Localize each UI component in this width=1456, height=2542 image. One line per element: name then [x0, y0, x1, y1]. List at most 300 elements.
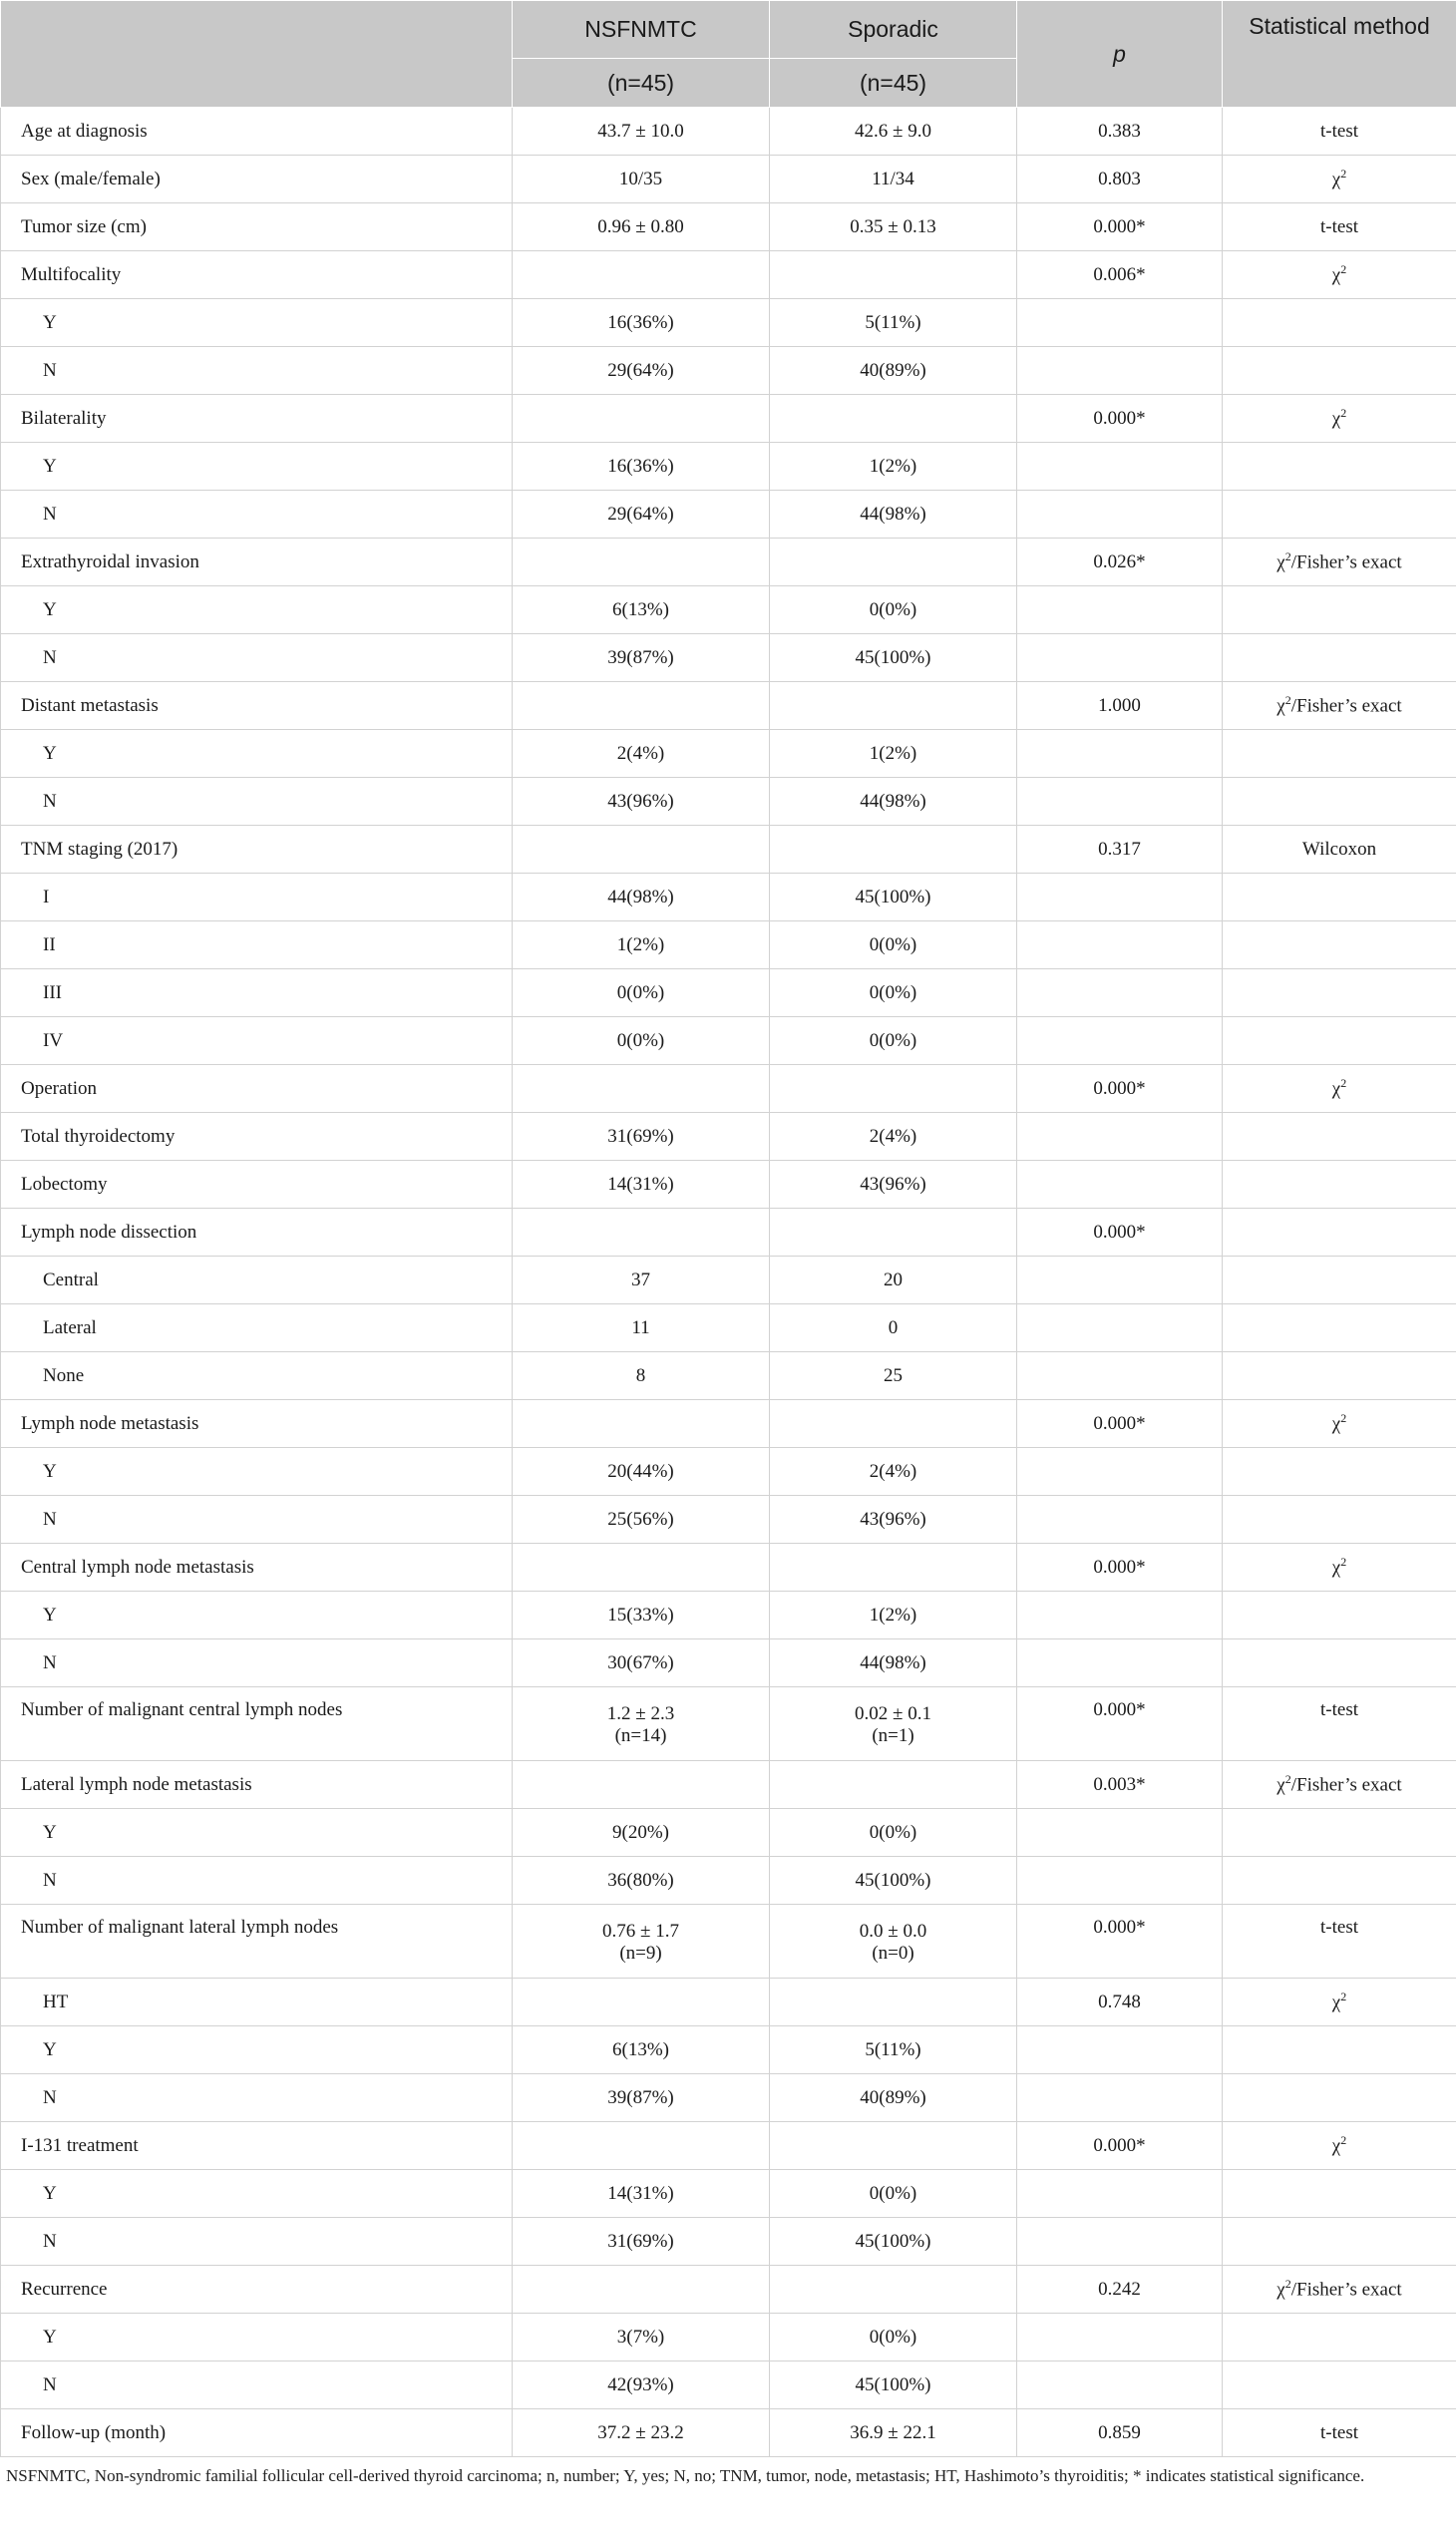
cell-sporadic: 2(4%)	[770, 1113, 1017, 1161]
row-label: Y	[1, 1592, 513, 1639]
row-label: N	[1, 1496, 513, 1544]
row-label: Lobectomy	[1, 1161, 513, 1209]
row-label: Bilaterality	[1, 395, 513, 443]
cell-method	[1223, 2361, 1456, 2409]
cell-nsfnmtc: 14(31%)	[513, 1161, 770, 1209]
row-label: Age at diagnosis	[1, 108, 513, 156]
cell-method	[1223, 969, 1456, 1017]
header-nsfnmtc: NSFNMTC	[513, 1, 770, 59]
row-label: Number of malignant central lymph nodes	[1, 1687, 513, 1761]
cell-method: $\chi^2$	[1223, 156, 1456, 203]
row-label: Lateral lymph node metastasis	[1, 1761, 513, 1809]
cell-method	[1223, 730, 1456, 778]
cell-p-value	[1017, 1592, 1223, 1639]
cell-p-value	[1017, 1304, 1223, 1352]
row-label: N	[1, 2218, 513, 2266]
table-row	[1, 1905, 1456, 1979]
cell-sporadic: 44(98%)	[770, 1639, 1017, 1687]
cell-p-value: 0.003*	[1017, 1761, 1223, 1809]
cell-nsfnmtc: 29(64%)	[513, 491, 770, 539]
cell-p-value: 0.000*	[1017, 1687, 1223, 1761]
cell-p-value	[1017, 2074, 1223, 2122]
table-row	[1, 1761, 1456, 1809]
cell-p-value	[1017, 443, 1223, 491]
cell-nsfnmtc: 0(0%)	[513, 969, 770, 1017]
cell-sporadic: 25	[770, 1352, 1017, 1400]
cell-nsfnmtc: 43(96%)	[513, 778, 770, 826]
cell-value: 0.02 ± 0.1	[855, 1702, 931, 1724]
table-row	[1, 969, 1456, 1017]
cell-p-value: 0.000*	[1017, 203, 1223, 251]
cell-nsfnmtc: 0.96 ± 0.80	[513, 203, 770, 251]
row-label: II	[1, 921, 513, 969]
table-row	[1, 1400, 1456, 1448]
cell-nsfnmtc	[513, 251, 770, 299]
row-label: Distant metastasis	[1, 682, 513, 730]
cell-method: $\chi^2$	[1223, 251, 1456, 299]
row-label: TNM staging (2017)	[1, 826, 513, 874]
cell-method	[1223, 2218, 1456, 2266]
cell-nsfnmtc: 30(67%)	[513, 1639, 770, 1687]
table-row	[1, 539, 1456, 586]
cell-count: (n=9)	[619, 1942, 662, 1964]
cell-method	[1223, 347, 1456, 395]
row-label: N	[1, 347, 513, 395]
cell-p-value: 0.748	[1017, 1979, 1223, 2026]
cell-method	[1223, 1113, 1456, 1161]
cell-sporadic: 43(96%)	[770, 1496, 1017, 1544]
cell-sporadic: 0(0%)	[770, 2314, 1017, 2361]
header-p-value: p	[1017, 1, 1223, 108]
row-label: N	[1, 1639, 513, 1687]
cell-p-value	[1017, 1809, 1223, 1857]
table-row	[1, 203, 1456, 251]
row-label: Y	[1, 2170, 513, 2218]
cell-sporadic	[770, 251, 1017, 299]
table-row	[1, 1304, 1456, 1352]
row-label: Y	[1, 730, 513, 778]
cell-method	[1223, 921, 1456, 969]
cell-nsfnmtc: 6(13%)	[513, 586, 770, 634]
table-row	[1, 1448, 1456, 1496]
cell-p-value: 0.803	[1017, 156, 1223, 203]
cell-sporadic: 20	[770, 1257, 1017, 1304]
table-row	[1, 2409, 1456, 2457]
cell-nsfnmtc: 8	[513, 1352, 770, 1400]
cell-sporadic: 5(11%)	[770, 299, 1017, 347]
table-row	[1, 1687, 1456, 1761]
table-row	[1, 251, 1456, 299]
cell-p-value: 0.317	[1017, 826, 1223, 874]
cell-nsfnmtc: 6(13%)	[513, 2026, 770, 2074]
cell-sporadic: 45(100%)	[770, 634, 1017, 682]
table-row	[1, 299, 1456, 347]
cell-method: t-test	[1223, 203, 1456, 251]
cell-sporadic: 0.35 ± 0.13	[770, 203, 1017, 251]
cell-p-value: 0.383	[1017, 108, 1223, 156]
cell-p-value: 0.000*	[1017, 395, 1223, 443]
row-label: I	[1, 874, 513, 921]
header-variable	[1, 1, 513, 108]
row-label: IV	[1, 1017, 513, 1065]
cell-sporadic: 0(0%)	[770, 921, 1017, 969]
cell-sporadic: 40(89%)	[770, 347, 1017, 395]
cell-method: $\chi^2/Fisher’s$ exact	[1223, 682, 1456, 730]
cell-p-value: 1.000	[1017, 682, 1223, 730]
row-label: III	[1, 969, 513, 1017]
cell-sporadic: 11/34	[770, 156, 1017, 203]
cell-p-value: 0.859	[1017, 2409, 1223, 2457]
cell-nsfnmtc: 36(80%)	[513, 1857, 770, 1905]
cell-sporadic	[770, 1687, 1017, 1761]
cell-method	[1223, 2314, 1456, 2361]
row-label: Lymph node metastasis	[1, 1400, 513, 1448]
cell-method	[1223, 2026, 1456, 2074]
cell-p-value: 0.242	[1017, 2266, 1223, 2314]
cell-sporadic: 0(0%)	[770, 2170, 1017, 2218]
cell-method	[1223, 1857, 1456, 1905]
row-label: Y	[1, 299, 513, 347]
cell-nsfnmtc: 16(36%)	[513, 299, 770, 347]
cell-sporadic	[770, 826, 1017, 874]
table-row	[1, 1809, 1456, 1857]
row-label: Y	[1, 2026, 513, 2074]
cell-p-value	[1017, 2361, 1223, 2409]
cell-nsfnmtc: 15(33%)	[513, 1592, 770, 1639]
cell-nsfnmtc: 31(69%)	[513, 2218, 770, 2266]
cell-nsfnmtc: 3(7%)	[513, 2314, 770, 2361]
cell-nsfnmtc: 10/35	[513, 156, 770, 203]
table-header	[1, 1, 1456, 108]
table-row	[1, 443, 1456, 491]
cell-nsfnmtc: 1(2%)	[513, 921, 770, 969]
row-label: None	[1, 1352, 513, 1400]
cell-sporadic	[770, 2266, 1017, 2314]
cell-method	[1223, 443, 1456, 491]
row-label: Y	[1, 443, 513, 491]
cell-sporadic: 40(89%)	[770, 2074, 1017, 2122]
table-row	[1, 2218, 1456, 2266]
cell-p-value	[1017, 1496, 1223, 1544]
row-label: I-131 treatment	[1, 2122, 513, 2170]
cell-p-value	[1017, 299, 1223, 347]
cell-sporadic: 0(0%)	[770, 969, 1017, 1017]
cell-sporadic: 0(0%)	[770, 1017, 1017, 1065]
row-label: N	[1, 634, 513, 682]
table-row	[1, 2170, 1456, 2218]
cell-nsfnmtc: 31(69%)	[513, 1113, 770, 1161]
cell-p-value	[1017, 1448, 1223, 1496]
cell-method: $\chi^2$	[1223, 395, 1456, 443]
table-row	[1, 2026, 1456, 2074]
table-row	[1, 2074, 1456, 2122]
table-row	[1, 1065, 1456, 1113]
cell-sporadic	[770, 395, 1017, 443]
row-label: Lymph node dissection	[1, 1209, 513, 1257]
cell-nsfnmtc: 39(87%)	[513, 634, 770, 682]
row-label: Sex (male/female)	[1, 156, 513, 203]
cell-p-value	[1017, 2026, 1223, 2074]
cell-p-value: 0.006*	[1017, 251, 1223, 299]
row-label: N	[1, 2074, 513, 2122]
cell-sporadic: 45(100%)	[770, 2218, 1017, 2266]
cell-nsfnmtc: 11	[513, 1304, 770, 1352]
row-label: Y	[1, 1809, 513, 1857]
cell-p-value: 0.000*	[1017, 1209, 1223, 1257]
cell-p-value	[1017, 586, 1223, 634]
table-row	[1, 778, 1456, 826]
cell-p-value: 0.000*	[1017, 1905, 1223, 1979]
row-label: N	[1, 491, 513, 539]
cell-sporadic: 45(100%)	[770, 2361, 1017, 2409]
cell-method	[1223, 778, 1456, 826]
cell-p-value	[1017, 1857, 1223, 1905]
cell-p-value: 0.026*	[1017, 539, 1223, 586]
cell-p-value	[1017, 347, 1223, 395]
cell-sporadic: 44(98%)	[770, 491, 1017, 539]
cell-method: $\chi^2/Fisher’s$ exact	[1223, 2266, 1456, 2314]
cell-method	[1223, 1304, 1456, 1352]
table-row	[1, 1352, 1456, 1400]
cell-p-value: 0.000*	[1017, 2122, 1223, 2170]
cell-sporadic: 5(11%)	[770, 2026, 1017, 2074]
cell-method: $\chi^2/Fisher’s$ exact	[1223, 539, 1456, 586]
table-row	[1, 921, 1456, 969]
row-label: Number of malignant lateral lymph nodes	[1, 1905, 513, 1979]
cell-method	[1223, 1352, 1456, 1400]
cell-p-value: 0.000*	[1017, 1544, 1223, 1592]
cell-sporadic	[770, 682, 1017, 730]
cell-sporadic: 45(100%)	[770, 1857, 1017, 1905]
table-row	[1, 108, 1456, 156]
cell-nsfnmtc: 16(36%)	[513, 443, 770, 491]
cell-nsfnmtc	[513, 1979, 770, 2026]
cell-method	[1223, 1209, 1456, 1257]
row-label: HT	[1, 1979, 513, 2026]
row-label: Total thyroidectomy	[1, 1113, 513, 1161]
cell-nsfnmtc: 44(98%)	[513, 874, 770, 921]
header-sporadic: Sporadic	[770, 1, 1017, 59]
table-row	[1, 2314, 1456, 2361]
cell-p-value	[1017, 1257, 1223, 1304]
cell-p-value	[1017, 634, 1223, 682]
cell-sporadic: 1(2%)	[770, 1592, 1017, 1639]
table-row	[1, 156, 1456, 203]
header-sporadic-n: (n=45)	[770, 59, 1017, 108]
row-label: Y	[1, 2314, 513, 2361]
cell-p-value	[1017, 874, 1223, 921]
cell-nsfnmtc: 37.2 ± 23.2	[513, 2409, 770, 2457]
cell-nsfnmtc: 43.7 ± 10.0	[513, 108, 770, 156]
cell-value: 0.0 ± 0.0	[859, 1920, 927, 1942]
cell-p-value	[1017, 969, 1223, 1017]
cell-sporadic	[770, 1979, 1017, 2026]
row-label: Tumor size (cm)	[1, 203, 513, 251]
row-label: N	[1, 1857, 513, 1905]
table-row	[1, 2122, 1456, 2170]
table-row	[1, 1544, 1456, 1592]
cell-method: Wilcoxon	[1223, 826, 1456, 874]
row-label: N	[1, 778, 513, 826]
cell-sporadic: 0(0%)	[770, 1809, 1017, 1857]
cell-p-value	[1017, 1352, 1223, 1400]
cell-method	[1223, 299, 1456, 347]
row-label: Central lymph node metastasis	[1, 1544, 513, 1592]
cell-nsfnmtc	[513, 1905, 770, 1979]
cell-method: $\chi^2$	[1223, 1065, 1456, 1113]
cell-nsfnmtc: 29(64%)	[513, 347, 770, 395]
cell-method: $\chi^2$	[1223, 2122, 1456, 2170]
cell-method	[1223, 1161, 1456, 1209]
table-row	[1, 1161, 1456, 1209]
cell-nsfnmtc: 39(87%)	[513, 2074, 770, 2122]
table-row	[1, 1639, 1456, 1687]
row-label: Y	[1, 586, 513, 634]
table-row	[1, 2361, 1456, 2409]
table-row	[1, 1592, 1456, 1639]
cell-sporadic: 45(100%)	[770, 874, 1017, 921]
table-row	[1, 730, 1456, 778]
cell-method	[1223, 874, 1456, 921]
row-label: Central	[1, 1257, 513, 1304]
cell-nsfnmtc	[513, 1209, 770, 1257]
cell-p-value	[1017, 2218, 1223, 2266]
cell-p-value	[1017, 491, 1223, 539]
cell-method	[1223, 1639, 1456, 1687]
cell-nsfnmtc	[513, 2122, 770, 2170]
cell-method	[1223, 1257, 1456, 1304]
cell-count: (n=1)	[872, 1724, 914, 1746]
cell-sporadic	[770, 1065, 1017, 1113]
cell-nsfnmtc	[513, 1687, 770, 1761]
table-footnote: NSFNMTC, Non-syndromic familial follicular cell-derived thyroid carcinoma; n, number; Y, yes; N, no; TNM, tumor, node, metastasis; HT, Hashimoto’s thyroiditis; * indicates statistical significance.	[6, 2466, 1365, 2485]
table-row	[1, 1209, 1456, 1257]
cell-value: 1.2 ± 2.3	[606, 1702, 675, 1724]
cell-p-value	[1017, 730, 1223, 778]
cell-sporadic	[770, 2122, 1017, 2170]
cell-nsfnmtc	[513, 826, 770, 874]
cell-method	[1223, 491, 1456, 539]
cell-p-value	[1017, 778, 1223, 826]
cell-sporadic	[770, 1761, 1017, 1809]
table-row	[1, 1017, 1456, 1065]
cell-nsfnmtc	[513, 395, 770, 443]
cell-nsfnmtc: 37	[513, 1257, 770, 1304]
row-label: Y	[1, 1448, 513, 1496]
cell-nsfnmtc	[513, 682, 770, 730]
cell-method	[1223, 1448, 1456, 1496]
cell-nsfnmtc: 25(56%)	[513, 1496, 770, 1544]
table-row	[1, 826, 1456, 874]
cell-sporadic: 0	[770, 1304, 1017, 1352]
header-nsfnmtc-n: (n=45)	[513, 59, 770, 108]
cell-method	[1223, 1017, 1456, 1065]
table-row	[1, 1857, 1456, 1905]
row-label: Lateral	[1, 1304, 513, 1352]
cell-nsfnmtc: 14(31%)	[513, 2170, 770, 2218]
cell-sporadic: 1(2%)	[770, 443, 1017, 491]
cell-sporadic: 1(2%)	[770, 730, 1017, 778]
cell-sporadic	[770, 1209, 1017, 1257]
cell-method: $\chi^2$	[1223, 1400, 1456, 1448]
row-label: Recurrence	[1, 2266, 513, 2314]
cell-method: t-test	[1223, 1687, 1456, 1761]
cell-method: t-test	[1223, 2409, 1456, 2457]
cell-sporadic	[770, 1544, 1017, 1592]
cell-sporadic	[770, 1905, 1017, 1979]
cell-p-value	[1017, 1017, 1223, 1065]
row-label: Extrathyroidal invasion	[1, 539, 513, 586]
cell-method	[1223, 1496, 1456, 1544]
cell-nsfnmtc	[513, 1761, 770, 1809]
cell-nsfnmtc: 9(20%)	[513, 1809, 770, 1857]
cell-nsfnmtc	[513, 539, 770, 586]
cell-method	[1223, 1809, 1456, 1857]
cell-nsfnmtc: 42(93%)	[513, 2361, 770, 2409]
table-body	[1, 108, 1456, 2457]
table-row	[1, 491, 1456, 539]
cell-count: (n=14)	[614, 1724, 667, 1746]
header-statistical-method: Statistical method	[1223, 1, 1456, 108]
cell-method: t-test	[1223, 1905, 1456, 1979]
table-row	[1, 395, 1456, 443]
row-label: Follow-up (month)	[1, 2409, 513, 2457]
row-label: Operation	[1, 1065, 513, 1113]
cell-sporadic: 2(4%)	[770, 1448, 1017, 1496]
cell-p-value	[1017, 1639, 1223, 1687]
table-row	[1, 1257, 1456, 1304]
cell-value: 0.76 ± 1.7	[602, 1920, 679, 1942]
cell-sporadic: 36.9 ± 22.1	[770, 2409, 1017, 2457]
row-label: Multifocality	[1, 251, 513, 299]
cell-method	[1223, 1592, 1456, 1639]
table-row	[1, 634, 1456, 682]
cell-p-value	[1017, 1113, 1223, 1161]
cell-method: $\chi^2$	[1223, 1544, 1456, 1592]
cell-nsfnmtc: 2(4%)	[513, 730, 770, 778]
table-row	[1, 1979, 1456, 2026]
cell-method	[1223, 2170, 1456, 2218]
cell-sporadic	[770, 1400, 1017, 1448]
cell-nsfnmtc: 20(44%)	[513, 1448, 770, 1496]
cell-p-value: 0.000*	[1017, 1400, 1223, 1448]
cell-method	[1223, 2074, 1456, 2122]
table-row	[1, 1113, 1456, 1161]
table-row	[1, 347, 1456, 395]
table-row	[1, 682, 1456, 730]
cell-sporadic: 44(98%)	[770, 778, 1017, 826]
cell-method	[1223, 586, 1456, 634]
cell-sporadic: 0(0%)	[770, 586, 1017, 634]
table-row	[1, 1496, 1456, 1544]
cell-method: $\chi^2$	[1223, 1979, 1456, 2026]
cell-sporadic: 42.6 ± 9.0	[770, 108, 1017, 156]
cell-nsfnmtc	[513, 2266, 770, 2314]
cell-p-value	[1017, 2170, 1223, 2218]
cell-nsfnmtc	[513, 1400, 770, 1448]
cell-p-value	[1017, 1161, 1223, 1209]
cell-nsfnmtc: 0(0%)	[513, 1017, 770, 1065]
cell-p-value: 0.000*	[1017, 1065, 1223, 1113]
cell-sporadic	[770, 539, 1017, 586]
cell-p-value	[1017, 2314, 1223, 2361]
cell-nsfnmtc	[513, 1544, 770, 1592]
cell-method: t-test	[1223, 108, 1456, 156]
cell-method: $\chi^2/Fisher’s$ exact	[1223, 1761, 1456, 1809]
table-row	[1, 586, 1456, 634]
row-label: N	[1, 2361, 513, 2409]
cell-nsfnmtc	[513, 1065, 770, 1113]
